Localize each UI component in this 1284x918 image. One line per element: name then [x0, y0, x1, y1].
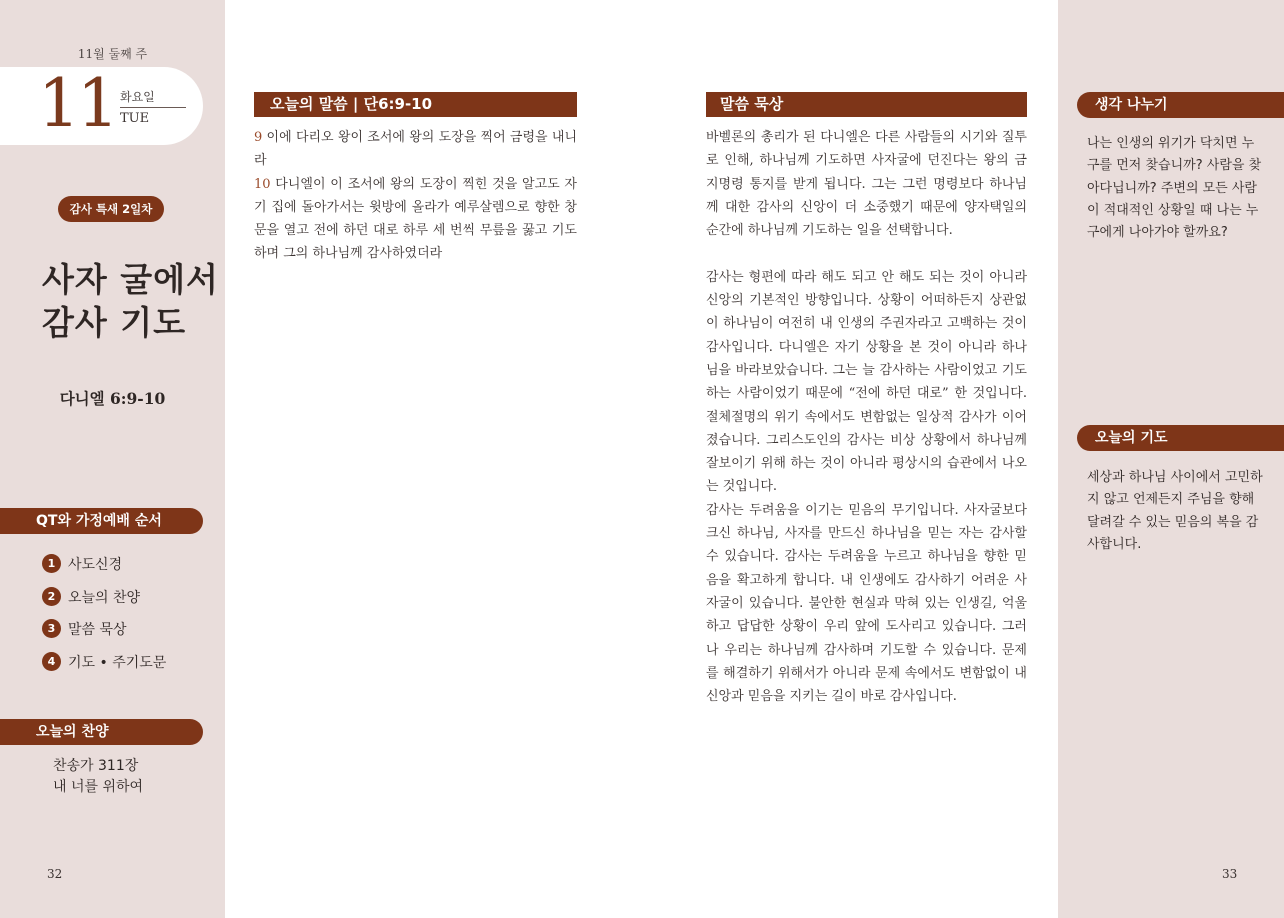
page-title: 사자 굴에서 감사 기도: [42, 260, 219, 342]
hymn-info: [53, 756, 143, 798]
meditation-paragraph: 바벨론의 총리가 된 다니엘은 다른 사람들의 시기와 질투로 인해, 하나님께 기도하면 사자굴에 던진다는 왕의 금지명령 통지를 받게 됩니다. 그는 그런 명령보다 하나님께 대한 감사의 신앙이 더 소중했기 때문에 양자택일의 순간에 하나님께 기도하는 일을 선택합니다.: [706, 130, 1027, 239]
order-list: [42, 554, 166, 684]
list-item: [42, 619, 166, 652]
verse-body: 이에 다리오 왕이 조서에 왕의 도장을 찍어 금령을 내니라: [254, 130, 577, 169]
list-item-label: 오늘의 찬양: [68, 589, 141, 606]
meditation-heading: 말씀 묵상: [706, 92, 1027, 117]
scripture-reference: 다니엘 6:9-10: [59, 389, 166, 408]
verse-text: [254, 126, 577, 266]
verse-number: 9: [254, 130, 263, 145]
list-item: [42, 652, 166, 685]
day-english: TUE: [120, 111, 150, 126]
hymn-title: 내 너를 위하여: [53, 779, 144, 795]
word-heading: 오늘의 말씀 | 단6:9-10: [254, 92, 577, 117]
list-item: [42, 554, 166, 587]
page-number-left: 32: [47, 867, 63, 881]
hymn-heading: 오늘의 찬양: [0, 719, 203, 745]
order-heading: QT와 가정예배 순서: [0, 508, 203, 534]
share-text: 나는 인생의 위기가 닥치면 누구를 먼저 찾습니까? 사람을 찾아다닙니까? 주변의 모든 사람이 적대적인 상황일 때 나는 누구에게 나아가야 할까요?: [1087, 136, 1262, 241]
meditation-paragraph: 감사는 형편에 따라 해도 되고 안 해도 되는 것이 아니라 신앙의 기본적인 방향입니다. 상황이 어떠하든지 상관없이 하나님이 여전히 내 인생의 주권자라고 고백하는 것이 감사입니다. 다니엘은 자기 상황을 본 것이 아니라 하나님을 바라보았습니다. 그는 늘 감사하는 사람이었고 기도하는 사람이었기 때문에 “전에 하던 대로” 한 것입니다. 절체절명의 위기 속에서도 변함없는 일상적 감사가 이어졌습니다. 그리스도인의 감사는 비상 상황에서 하나님께 잘보이기 위해 하는 것이 아니라 평상시의 습관에서 나오는 것입니다.: [706, 269, 1027, 495]
page-number-right: 33: [1222, 867, 1238, 881]
list-item-label: 말씀 묵상: [68, 622, 127, 638]
list-item-label: 사도신경: [68, 557, 123, 573]
series-badge: 감사 특새 2일차: [58, 196, 164, 222]
hymn-number: 찬송가 311장: [53, 758, 139, 774]
number-badge: 2: [42, 587, 61, 606]
list-item-label: 기도 • 주기도문: [68, 654, 167, 671]
verse-body: 다니엘이 이 조서에 왕의 도장이 찍힌 것을 알고도 자기 집에 돌아가서는 윗방에 올라가 예루살렘으로 향한 창문을 열고 전에 하던 대로 하루 세 번씩 무릎을 꿇고 기도하며 그의 하나님께 감사하였더라: [254, 176, 577, 262]
number-badge: 1: [42, 554, 61, 573]
verse-number: 10: [254, 176, 271, 192]
meditation-paragraph: 감사는 두려움을 이기는 믿음의 무기입니다. 사자굴보다 크신 하나님, 사자를 만드신 하나님을 믿는 자는 감사할 수 있습니다. 감사는 두려움을 누르고 하나님을 향한 믿음을 확고하게 합니다. 내 인생에도 감사하기 어려운 사자굴이 있습니다. 불안한 현실과 막혀 있는 인생길, 억울하고 답답한 상황이 우리 앞에 도사리고 있습니다. 그러나 우리는 하나님께 감사하며 기도할 수 있습니다. 문제를 해결하기 위해서가 아니라 문제 속에서도 변함없이 내 신앙과 믿음을 지키는 길이 바로 감사입니다.: [706, 502, 1027, 705]
date-number: 11: [38, 65, 116, 142]
number-badge: 4: [42, 652, 61, 671]
prayer-heading: 오늘의 기도: [1077, 425, 1284, 451]
share-heading: 생각 나누기: [1077, 92, 1284, 118]
number-badge: 3: [42, 619, 61, 638]
list-item: [42, 587, 166, 620]
day-korean: 화요일: [120, 90, 155, 104]
meditation-text: [706, 126, 1027, 708]
week-label: 11월 둘째 주: [77, 47, 148, 61]
prayer-text: 세상과 하나님 사이에서 고민하지 않고 언제든지 주님을 향해 달려갈 수 있는 믿음의 복을 감사합니다.: [1087, 470, 1263, 552]
day-divider: [120, 107, 186, 108]
